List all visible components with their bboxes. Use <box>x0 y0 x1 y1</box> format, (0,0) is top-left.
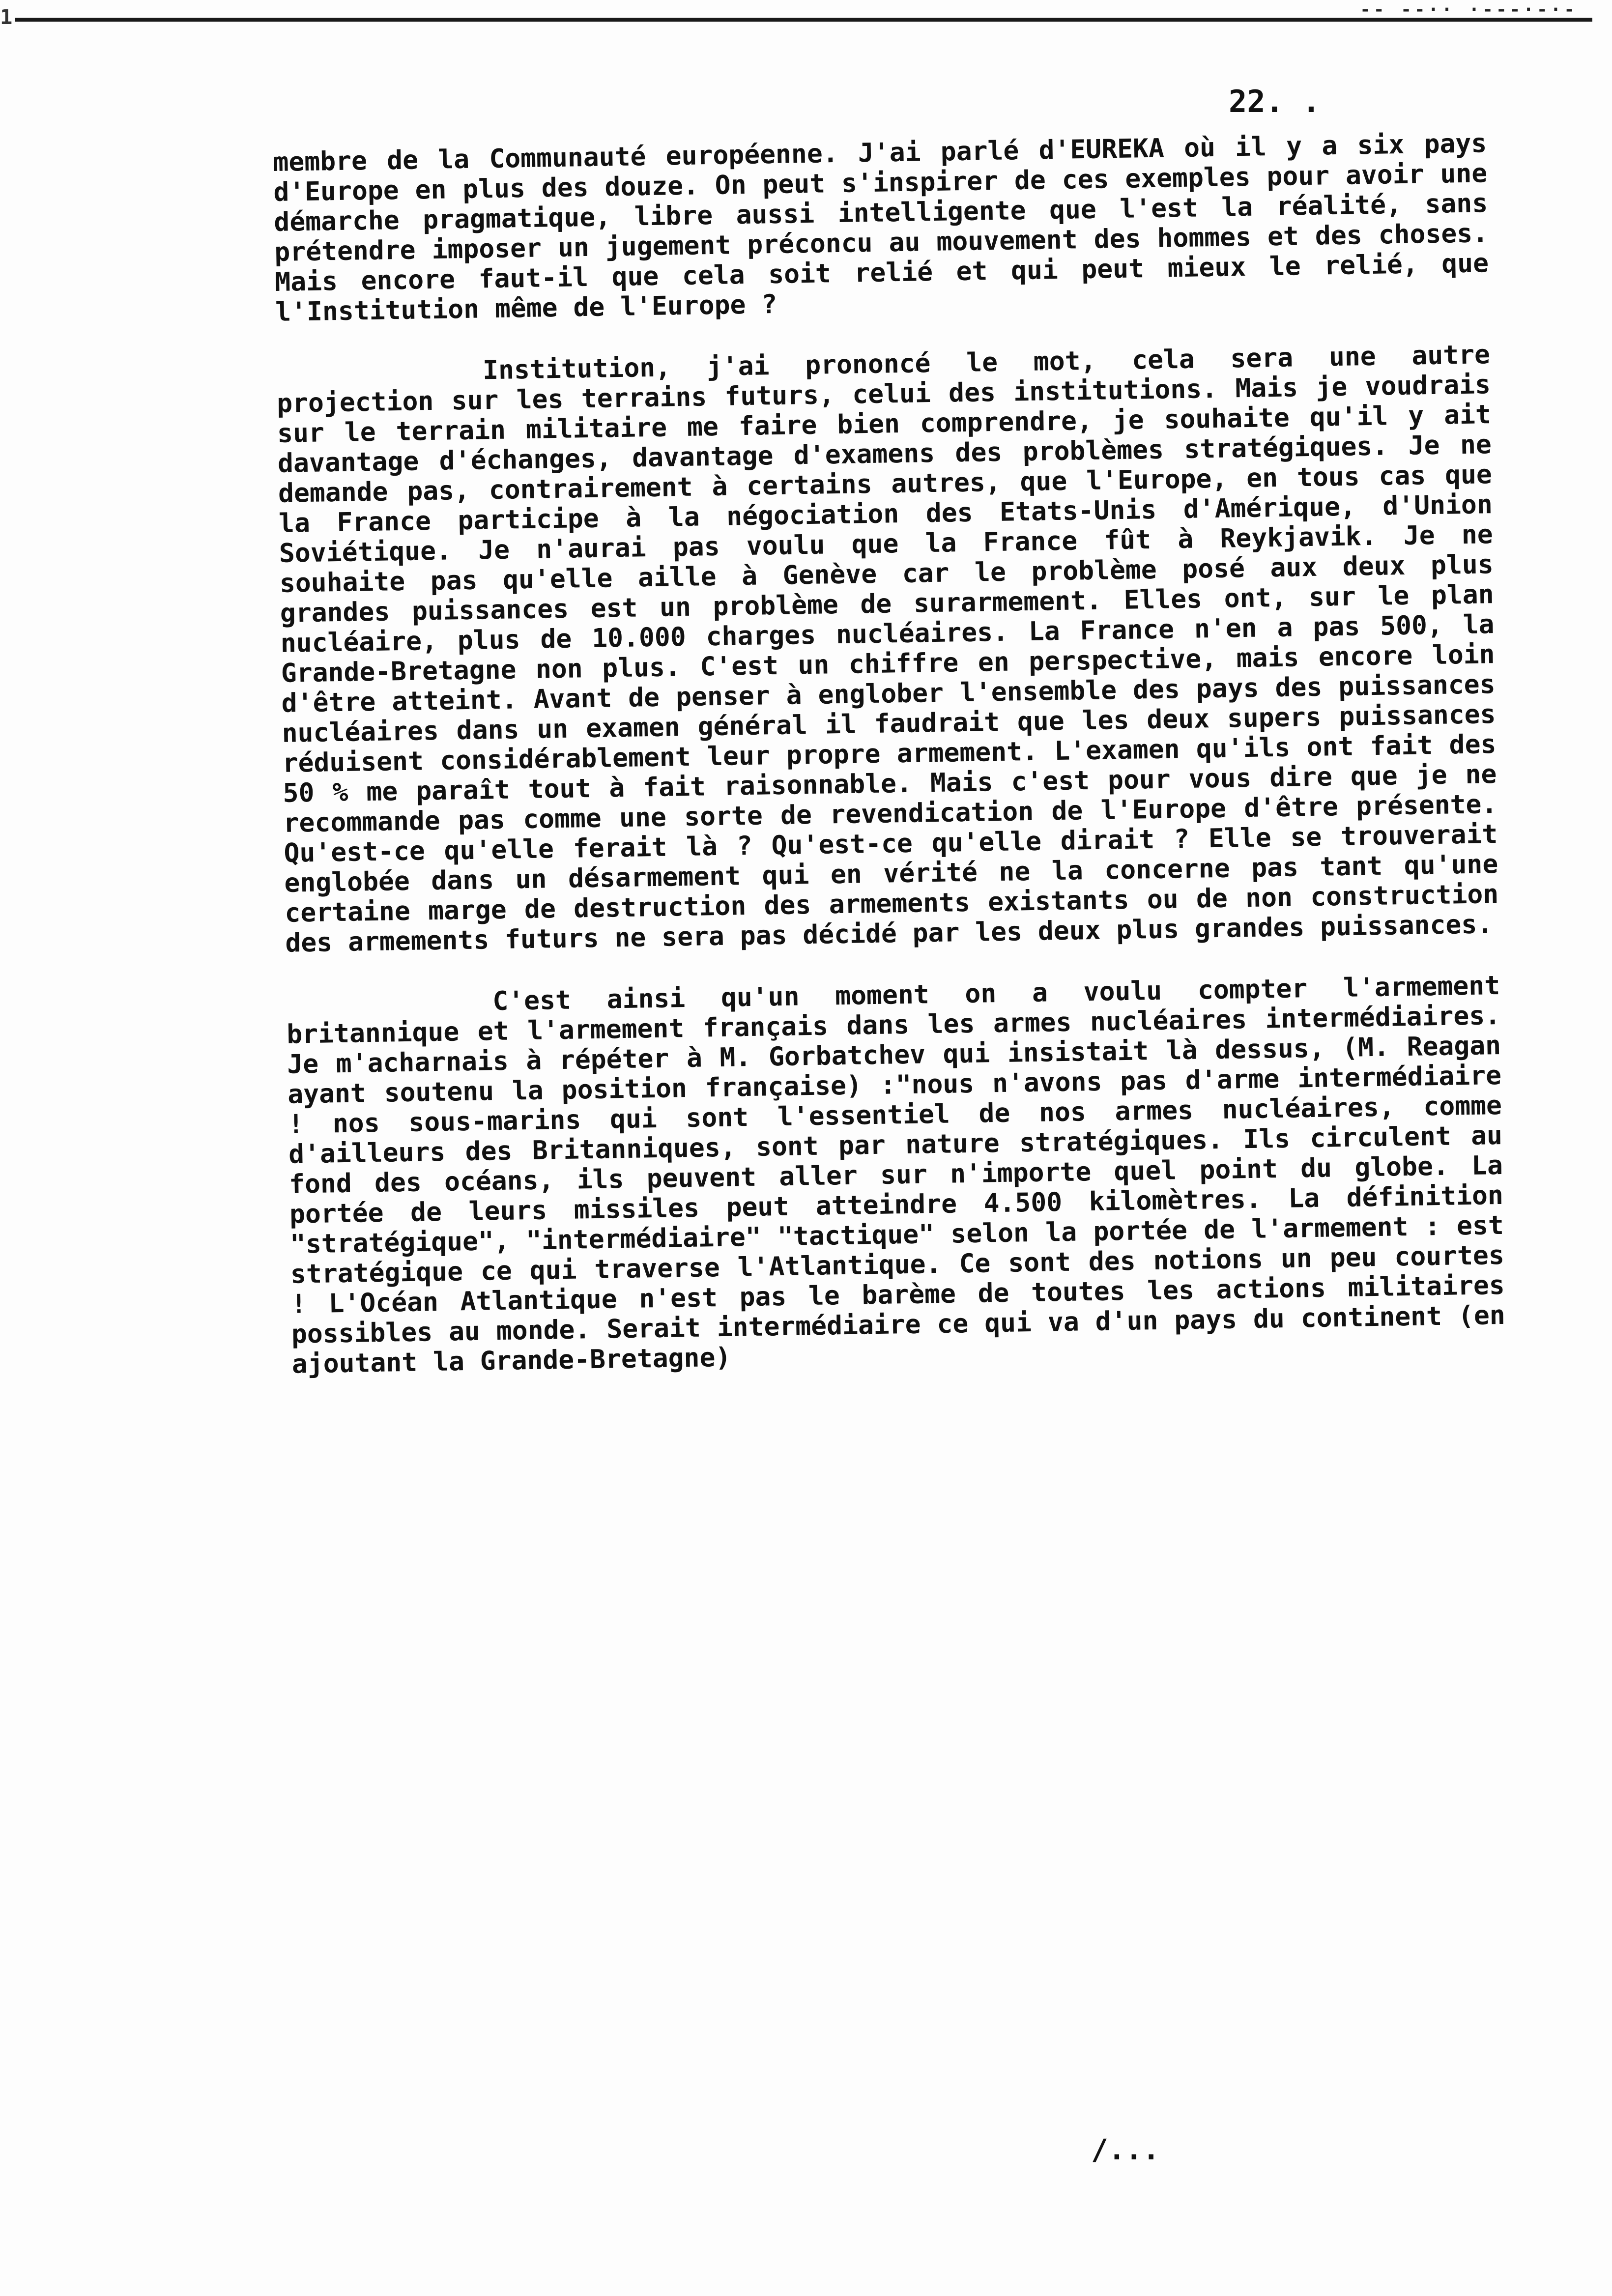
corner-mark: 1 <box>0 5 13 29</box>
fax-header-text: -- --·· ·---·-·- <box>1360 0 1578 18</box>
paragraph-1: membre de la Communauté européenne. J'ai parlé d'EUREKA où il y a six pays d'Europe en plus des douze. On peut s'inspirer de ces exemples pour avoir une démarche pragmatique, libre aussi intelligente que l'est la réalité, sans prétendre imposer un jugement préconcu au mouvement des hommes et des choses. Mais encore faut-il que cela soit relié et qui peut mieux le relié, que l'Institution même de l'Europe ? <box>273 128 1489 327</box>
page-number: 22. . <box>1229 84 1321 119</box>
header-rule <box>15 18 1592 22</box>
paragraph-2: Institution, j'ai prononcé le mot, cela sera une autre projection sur les terrains futurs, celui des institutions. Mais je voudrais sur le terrain militaire me faire bien comprendre, je souhaite qu'il y ait davantage d'échanges, davantage d'examens des problèmes stratégiques. Je ne demande pas, contrairement à certains autres, que l'Europe, en tous cas que la France participe à la négociation des Etats-Unis d'Amérique, d'Union Soviétique. Je n'aurai pas voulu que la France fût à Reykjavik. Je ne souhaite pas qu'elle aille à Genève car le problème posé aux deux plus grandes puissances est un problème de surarmement. Elles ont, sur le plan nucléaire, plus de 10.000 charges nucléaires. La France n'en a pas 500, la Grande-Bretagne non plus. C'est un chiffre en perspective, mais encore loin d'être atteint. Avant de penser à englober l'ensemble des pays des puissances nucléaires dans un examen général il faudrait que les deux supers puissances réduisent considérablement leur propre armement. L'examen qu'ils ont fait des 50 % me paraît tout à fait raisonnable. Mais c'est pour vous dire que je ne recommande pas comme une sorte de revendication de l'Europe d'être présente. Qu'est-ce qu'elle ferait là ? Qu'est-ce qu'elle dirait ? Elle se trouverait englobée dans un désarmement qui en vérité ne la concerne pas tant qu'une certaine marge de destruction des armements existants ou de non construction des armements futurs ne sera pas décidé par les deux plus grandes puissances. <box>276 340 1499 958</box>
paragraph-3: C'est ainsi qu'un moment on a voulu compter l'armement britannique et l'armement français dans les armes nucléaires intermédiaires. Je m'acharnais à répéter à M. Gorbatchev qui insistait là dessus, (M. Reagan ayant soutenu la position française) :"nous n'avons pas d'arme intermédiaire ! nos sous-marins qui sont l'essentiel de nos armes nucléaires, comme d'ailleurs des Britanniques, sont par nature stratégiques. Ils circulent au fond des océans, ils peuvent aller sur n'importe quel point du globe. La portée de leurs missiles peut atteindre 4.500 kilomètres. La définition "stratégique", "intermédiaire" "tactique" selon la portée de l'armement : est stratégique ce qui traverse l'Atlantique. Ce sont des notions un peu courtes ! L'Océan Atlantique n'est pas le barème de toutes les actions militaires possibles au monde. Serait intermédiaire ce qui va d'un pays du continent (en ajoutant la Grande-Bretagne) <box>286 970 1506 1379</box>
body-text <box>273 128 1506 1379</box>
continuation-mark: /... <box>1091 2133 1160 2166</box>
